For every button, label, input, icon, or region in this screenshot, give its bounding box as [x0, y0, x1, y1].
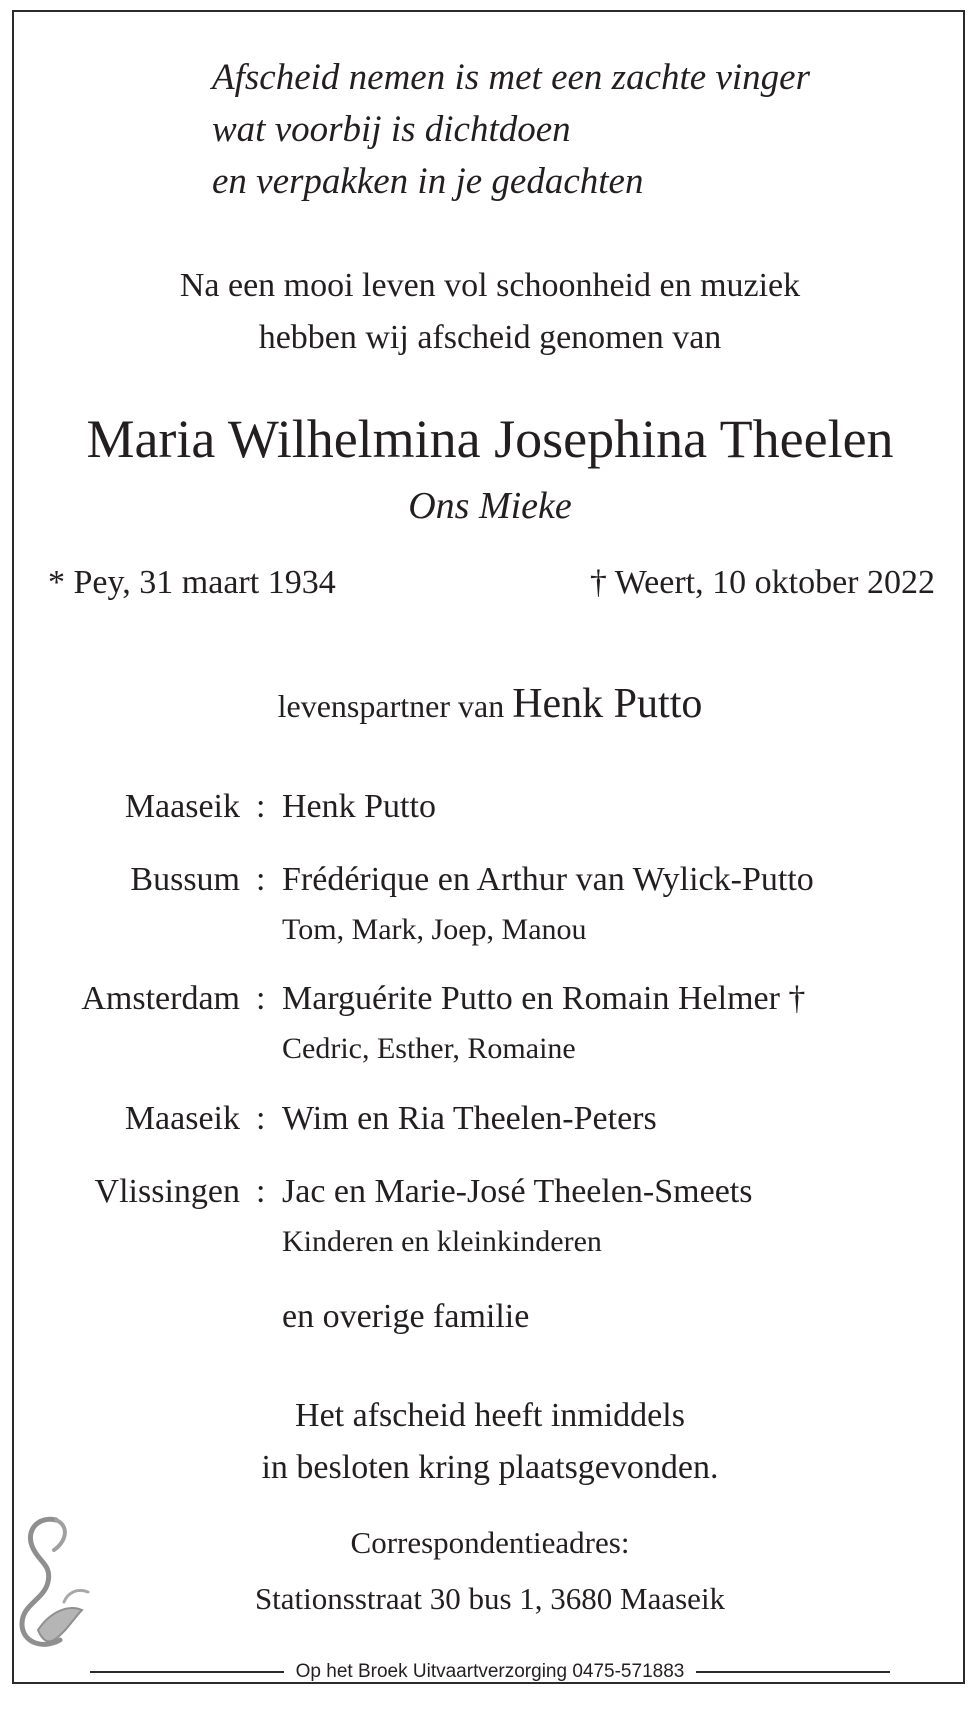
- family-names: Henk Putto: [282, 788, 436, 825]
- address-label: Correspondentieadres:: [350, 1525, 630, 1560]
- deceased-name: Maria Wilhelmina Josephina Theelen: [86, 409, 894, 469]
- family-colon: :: [256, 788, 266, 825]
- family-city: Bussum: [130, 861, 240, 898]
- ampersand-bird-logo-icon: [8, 1512, 98, 1652]
- family-city: Maaseik: [124, 788, 240, 825]
- partner-name: Henk Putto: [512, 681, 703, 727]
- closing: [0, 1390, 980, 1494]
- family-colon: :: [256, 861, 266, 898]
- partner-line: [0, 680, 980, 728]
- family-colon: :: [256, 1100, 266, 1137]
- family-city: Vlissingen: [94, 1173, 240, 1210]
- family-names: Wim en Ria Theelen-Peters: [282, 1100, 657, 1137]
- birth-date: * Pey, 31 maart 1934: [48, 564, 336, 601]
- poem-line: wat voorbij is dichtdoen: [212, 109, 571, 150]
- family-names: Marguérite Putto en Romain Helmer †: [282, 980, 806, 1017]
- footer: [0, 1661, 980, 1681]
- closing-line: Het afscheid heeft inmiddels: [295, 1397, 685, 1434]
- family-names: Frédérique en Arthur van Wylick-Putto: [282, 861, 814, 898]
- family-children: Kinderen en kleinkinderen: [282, 1225, 602, 1258]
- poem: [212, 52, 810, 208]
- footer-text: Op het Broek Uitvaartverzorging 0475-571883: [284, 1661, 697, 1682]
- intro: [0, 260, 980, 364]
- address-street: Stationsstraat 30 bus 1, 3680 Maaseik: [254, 1581, 726, 1616]
- intro-line: hebben wij afscheid genomen van: [258, 319, 722, 356]
- family-colon: :: [256, 1173, 266, 1210]
- family-children: Tom, Mark, Joep, Manou: [282, 913, 587, 946]
- other-family-text: en overige familie: [282, 1298, 530, 1335]
- partner-prefix: levenspartner van: [277, 688, 505, 724]
- poem-line: Afscheid nemen is met een zachte vinger: [212, 57, 810, 98]
- family-city: Maaseik: [124, 1100, 240, 1137]
- deceased-nickname: Ons Mieke: [408, 485, 572, 527]
- intro-line: Na een mooi leven vol schoonheid en muziek: [179, 267, 801, 304]
- footer-text-wrap: [0, 1661, 980, 1683]
- family-children: Cedric, Esther, Romaine: [282, 1032, 576, 1065]
- poem-line: en verpakken in je gedachten: [212, 161, 644, 202]
- family-names: Jac en Marie-José Theelen-Smeets: [282, 1173, 753, 1210]
- family-city: Amsterdam: [81, 980, 240, 1017]
- correspondence-address: [0, 1515, 980, 1627]
- family-colon: :: [256, 980, 266, 1017]
- death-date: † Weert, 10 oktober 2022: [589, 564, 935, 601]
- closing-line: in besloten kring plaatsgevonden.: [261, 1449, 719, 1486]
